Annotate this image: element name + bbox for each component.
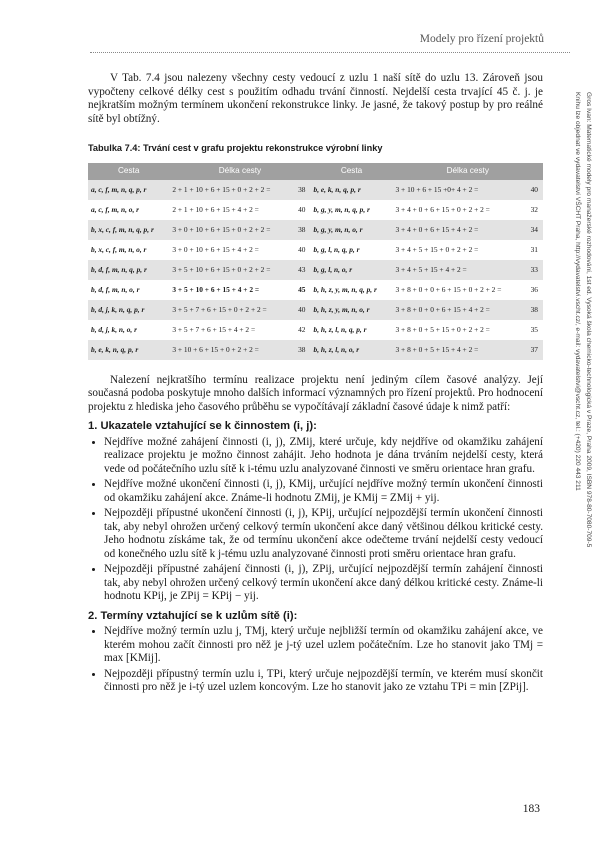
header-path-2: Cesta bbox=[311, 163, 393, 180]
sidebar-line-2: Knihu lze objednat ve vydavatelství VŠCHT Praha, http://vydavatelstvi.vscht.cz/, e-mail: vydavatelstvi@vscht.cz, tel.: (+420) 220 443 211 bbox=[574, 92, 581, 491]
sum-cell: 2 + 1 + 10 + 6 + 15 + 4 + 2 = bbox=[172, 204, 259, 214]
path-cell: b, d, j, k, n, q, p, r bbox=[88, 300, 169, 320]
sum-cell: 3 + 10 + 6 + 15 +0+ 4 + 2 = bbox=[393, 180, 525, 200]
path-cell: b, h, z, l, n, q, p, r bbox=[313, 324, 367, 334]
table-row bbox=[88, 260, 543, 280]
total-cell: 38 bbox=[525, 300, 543, 320]
path-cell: b, g, l, n, o, r bbox=[311, 260, 393, 280]
sum-cell: 3 + 8 + 0 + 5 + 15 + 4 + 2 = bbox=[393, 340, 525, 360]
sum-cell: 3 + 5 + 7 + 6 + 15 + 0 + 2 + 2 = bbox=[169, 300, 292, 320]
path-cell: b, e, k, n, q, p, r bbox=[311, 180, 393, 200]
page-content bbox=[88, 72, 543, 697]
sum-cell: 3 + 4 + 0 + 6 + 15 + 0 + 2 + 2 = bbox=[395, 204, 490, 214]
total-cell: 45 bbox=[298, 284, 306, 294]
table-row bbox=[88, 340, 543, 360]
sum-cell: 3 + 5 + 10 + 6 + 15 + 0 + 2 + 2 = bbox=[169, 260, 292, 280]
total-cell: 31 bbox=[530, 244, 538, 254]
header-length-2: Délka cesty bbox=[393, 163, 543, 180]
path-cell: b, h, z, l, n, o, r bbox=[311, 340, 393, 360]
total-cell: 43 bbox=[292, 260, 310, 280]
path-cell: b, d, f, m, n, q, p, r bbox=[88, 260, 169, 280]
table-header-row bbox=[88, 163, 543, 180]
list-item: • Nejdříve možný termín uzlu j, TMj, který určuje nejbližší termín od okamžiku zahájení akce, ve kterém mohou začít činnosti pro něž je j-tý uzel uzlem počátečním. Lze ho stanovit jako TMj = max [KMij]. bbox=[104, 625, 543, 666]
list-item: • Nejpozději přípustné ukončení činnosti (i, j), KPij, určující nejpozdější termín ukončení činnosti tak, aby nebyl ohrožen určený celkový termín ukončení akce daný většinou délkou kritické cesty. Jeho hodnotu získáme tak, že od termínu ukončení akce odečteme trvání nejdelší cesty vedoucí od konečného uzlu sítě k j-tému uzlu analyzované činnosti proti směru orientace hran grafu. bbox=[104, 507, 543, 561]
header-path-1: Cesta bbox=[88, 163, 169, 180]
total-cell: 33 bbox=[525, 260, 543, 280]
table-row bbox=[88, 320, 543, 340]
total-cell: 37 bbox=[525, 340, 543, 360]
analysis-paragraph bbox=[88, 374, 543, 415]
total-cell: 38 bbox=[292, 340, 310, 360]
sum-cell: 3 + 8 + 0 + 5 + 15 + 0 + 2 + 2 = bbox=[395, 324, 490, 334]
list-item: • Nejpozději přípustný termín uzlu i, TPi, který určuje nejpozdější termín, ve kterém musí skončit činnosti pro něž je i-tý uzel uzlem koncovým. Lze ho stanovit jako ze vztahu TPi = min [ZPij]. bbox=[104, 668, 543, 695]
table-row bbox=[88, 200, 543, 220]
table-row bbox=[88, 220, 543, 240]
total-cell: 42 bbox=[298, 324, 306, 334]
path-cell: b, e, k, n, q, p, r bbox=[88, 340, 169, 360]
list-item: • Nejpozději přípustné zahájení činnosti (i, j), ZPij, určující nejpozdější termín zahájení činnosti tak, aby nebyl ohrožen určený celkový termín ukončení akce daný délkou kritické cesty. Známe-li hodnotu KPij, je ZPij = KPij − yij. bbox=[104, 563, 543, 604]
total-cell: 40 bbox=[292, 300, 310, 320]
table-row bbox=[88, 280, 543, 300]
path-cell: b, g, l, n, q, p, r bbox=[313, 244, 360, 254]
table-row bbox=[88, 180, 543, 200]
total-cell: 34 bbox=[525, 220, 543, 240]
total-cell: 35 bbox=[530, 324, 538, 334]
path-cell: b, d, f, m, n, o, r bbox=[91, 284, 140, 294]
sum-cell: 3 + 8 + 0 + 0 + 6 + 15 + 0 + 2 + 2 = bbox=[395, 284, 502, 294]
path-cell: b, h, z, y, m, n, q, p, r bbox=[313, 284, 377, 294]
sidebar-text bbox=[572, 92, 594, 612]
sum-cell: 3 + 8 + 0 + 0 + 6 + 15 + 4 + 2 = bbox=[393, 300, 525, 320]
path-cell: b, d, j, k, n, o, r bbox=[91, 324, 137, 334]
total-cell: 40 bbox=[298, 244, 306, 254]
path-cell: b, g, y, m, n, q, p, r bbox=[313, 204, 370, 214]
total-cell: 38 bbox=[292, 180, 310, 200]
list-item: • Nejdříve možné zahájení činnosti (i, j), ZMij, které určuje, kdy nejdříve od okamžiku zahájení realizace projektu je možno činnost zahájit. Jeho hodnota je dána trváním nejdelší cesty, která vede od počátečního uzlu sítě k i-tému uzlu analyzované činnosti ve směru orientace hran grafu. bbox=[104, 436, 543, 477]
running-header: Modely pro řízení projektů bbox=[419, 33, 544, 45]
list-item: • Nejdříve možné ukončení činnosti (i, j), KMij, určující nejdříve možný termín ukončení činnosti od okamžiku zahájení akce. Známe-li hodnotu ZMij, je KMij = ZMij + yij. bbox=[104, 478, 543, 505]
total-cell: 40 bbox=[525, 180, 543, 200]
total-cell: 36 bbox=[530, 284, 538, 294]
table-row bbox=[88, 300, 543, 320]
section2-heading: 2. Termíny vztahující se k uzlům sítě (i): bbox=[88, 609, 298, 622]
table-body bbox=[88, 180, 543, 360]
intro-paragraph: V Tab. 7.4 jsou nalezeny všechny cesty vedoucí z uzlu 1 naší sítě do uzlu 13. Zároveň jsou vypočteny celkové délky cest s použitím odhadu trvání činností. Nejdelší cesta trvající 45 č. j. je nejkratším možným termínem ukončení rekonstrukce linky. Je jasné, že takový postup by pro reálné sítě byl obtížný. bbox=[88, 72, 543, 125]
page-number: 183 bbox=[522, 803, 540, 815]
path-cell: b, x, c, f, m, n, o, r bbox=[91, 244, 147, 254]
path-cell: a, c, f, m, n, q, p, r bbox=[88, 180, 169, 200]
path-cell: b, h, z, y, m, n, o, r bbox=[311, 300, 393, 320]
sum-cell: 3 + 5 + 10 + 6 + 15 + 4 + 2 = bbox=[172, 284, 260, 294]
path-cell: b, x, c, f, m, n, q, p, r bbox=[88, 220, 169, 240]
path-cell: b, g, y, m, n, o, r bbox=[311, 220, 393, 240]
sum-cell: 2 + 1 + 10 + 6 + 15 + 0 + 2 + 2 = bbox=[169, 180, 292, 200]
header-rule bbox=[90, 52, 570, 53]
header-length-1: Délka cesty bbox=[169, 163, 310, 180]
section2-list bbox=[88, 625, 543, 695]
sidebar-line-1: Gros Ivan: Matematické modely pro manažerské rozhodování, 1st ed. Vysoká škola chemicko-technologická v Praze, Praha 2009, ISBN 978-80-7080-709-5 bbox=[585, 92, 592, 548]
copyright-sidebar bbox=[560, 92, 600, 612]
sum-cell: 3 + 5 + 7 + 6 + 15 + 4 + 2 = bbox=[172, 324, 256, 334]
table-row bbox=[88, 240, 543, 260]
sum-cell: 3 + 0 + 10 + 6 + 15 + 4 + 2 = bbox=[172, 244, 259, 254]
sum-cell: 3 + 4 + 5 + 15 + 0 + 2 + 2 = bbox=[395, 244, 479, 254]
sum-cell: 3 + 4 + 5 + 15 + 4 + 2 = bbox=[393, 260, 525, 280]
analysis-text: Nalezení nejkratšího termínu realizace projektu není jediným cílem časové analýzy. Její současná podoba poskytuje mnoho dalších informací významných pro řízení projektů. Pro hodnocení projektu z hlediska jeho časového průběhu se vypočítávají základní časové údaje k nimž patří: bbox=[88, 373, 543, 413]
section1-heading: 1. Ukazatele vztahující se k činnostem (i, j): bbox=[88, 420, 317, 432]
sum-cell: 3 + 10 + 6 + 15 + 0 + 2 + 2 = bbox=[169, 340, 292, 360]
table-caption: Tabulka 7.4: Trvání cest v grafu projektu rekonstrukce výrobní linky bbox=[88, 143, 383, 153]
path-cell: a, c, f, m, n, o, r bbox=[91, 204, 140, 214]
sum-cell: 3 + 4 + 0 + 6 + 15 + 4 + 2 = bbox=[393, 220, 525, 240]
paths-table bbox=[88, 163, 543, 360]
total-cell: 32 bbox=[530, 204, 538, 214]
total-cell: 40 bbox=[298, 204, 306, 214]
sum-cell: 3 + 0 + 10 + 6 + 15 + 0 + 2 + 2 = bbox=[169, 220, 292, 240]
section1-list bbox=[88, 436, 543, 604]
total-cell: 38 bbox=[292, 220, 310, 240]
